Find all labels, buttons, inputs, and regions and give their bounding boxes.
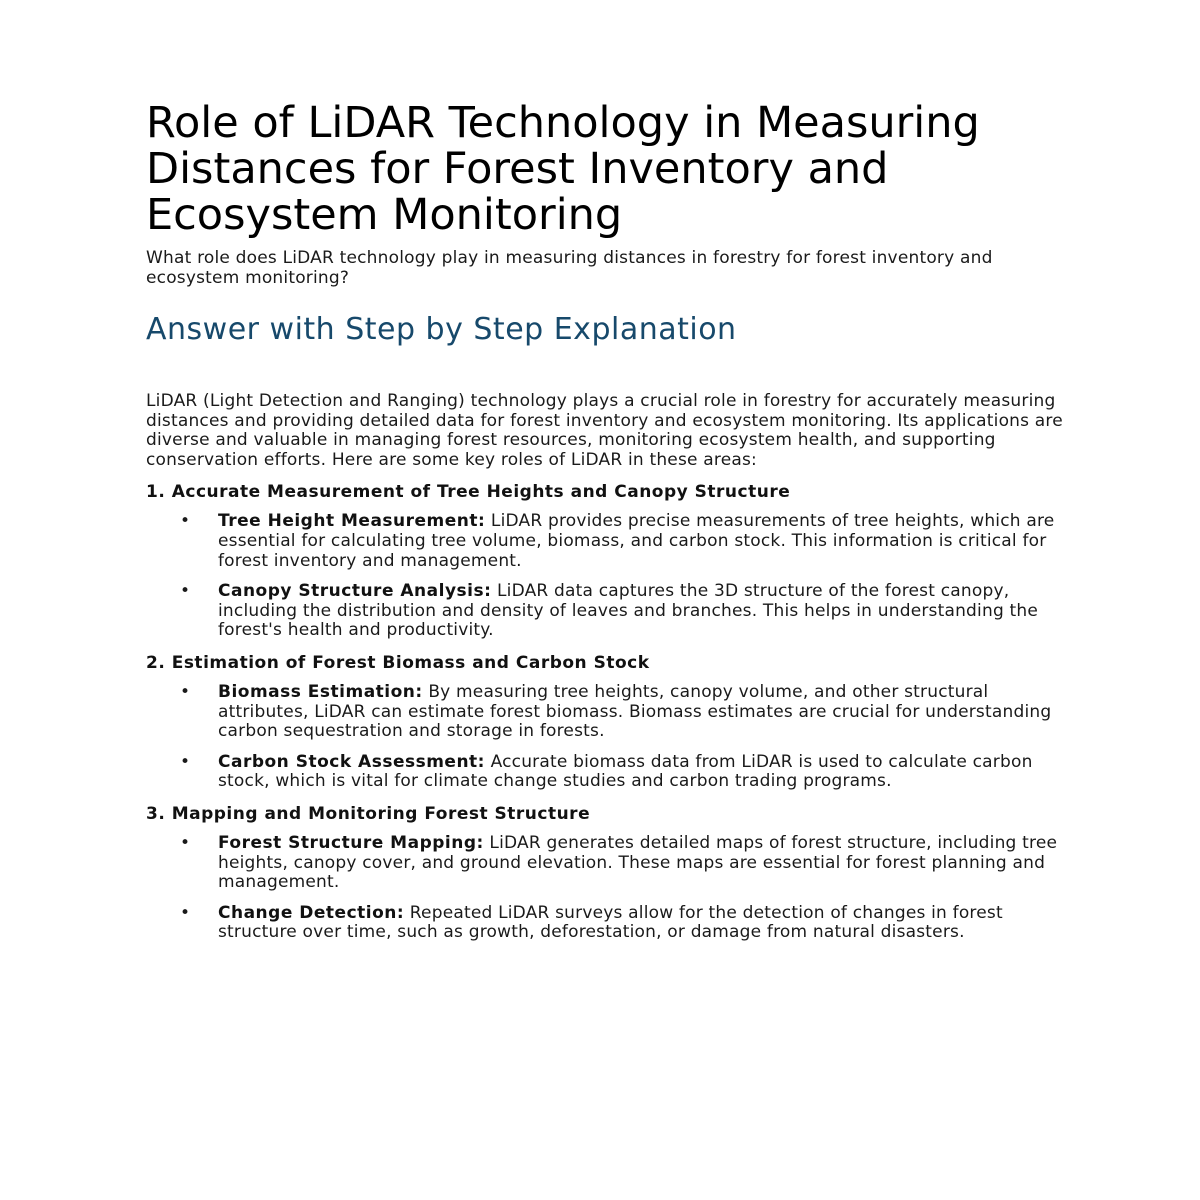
- bullet-list: [146, 683, 1066, 792]
- list-item: [146, 582, 1066, 641]
- bullet-icon: •: [180, 902, 191, 923]
- answer-subheading: Answer with Step by Step Explanation: [146, 312, 737, 347]
- bullet-icon: •: [180, 581, 191, 602]
- bullet-list: [146, 512, 1066, 641]
- intro-paragraph: LiDAR (Light Detection and Ranging) technology plays a crucial role in forestry for accurately measuring distances and providing detailed data for forest inventory and ecosystem monitoring. Its applications are diverse and valuable in managing forest resources, monitoring ecosystem health, and supporting conservation efforts. Here are some key roles of LiDAR in these areas:: [146, 391, 1063, 470]
- bullet-term: Tree Height Measurement:: [218, 511, 486, 532]
- list-item: [146, 512, 1066, 571]
- section-2: [146, 653, 1066, 792]
- bullet-list: [146, 834, 1066, 943]
- section-heading: 1. Accurate Measurement of Tree Heights and Canopy Structure: [146, 482, 791, 503]
- bullet-term: Canopy Structure Analysis:: [218, 581, 492, 602]
- list-item: [146, 834, 1066, 893]
- section-heading: 2. Estimation of Forest Biomass and Carbon Stock: [146, 652, 650, 673]
- bullet-term: Carbon Stock Assessment:: [218, 751, 485, 772]
- section-heading: 3. Mapping and Monitoring Forest Structure: [146, 803, 591, 824]
- section-3: [146, 804, 1066, 943]
- bullet-icon: •: [180, 751, 191, 772]
- list-item: [146, 683, 1066, 742]
- bullet-term: Biomass Estimation:: [218, 681, 423, 702]
- bullet-text: By measuring tree heights, canopy volume, and other structural attributes, LiDAR can estimate forest biomass. Biomass estimates are crucial for understanding carbon sequestration and storage in forests.: [218, 681, 1052, 742]
- bullet-term: Forest Structure Mapping:: [218, 832, 484, 853]
- bullet-icon: •: [180, 681, 191, 702]
- document-title: Role of LiDAR Technology in Measuring Distances for Forest Inventory and Ecosystem Monitoring: [146, 98, 980, 240]
- bullet-text: LiDAR data captures the 3D structure of the forest canopy, including the distribution and density of leaves and branches. This helps in understanding the forest's health and productivity.: [218, 581, 1039, 641]
- bullet-icon: •: [180, 511, 191, 532]
- bullet-icon: •: [180, 832, 191, 853]
- bullet-term: Change Detection:: [218, 902, 405, 923]
- bullet-text: LiDAR generates detailed maps of forest structure, including tree heights, canopy cover, and ground elevation. These maps are essential for forest planning and management.: [218, 832, 1058, 893]
- bullet-text: LiDAR provides precise measurements of tree heights, which are essential for calculating tree volume, biomass, and carbon stock. This information is critical for forest inventory and management.: [218, 511, 1055, 571]
- document-page: [146, 100, 1066, 943]
- bullet-text: Repeated LiDAR surveys allow for the detection of changes in forest structure over time, such as growth, deforestation, or damage from natural disasters.: [218, 902, 1003, 943]
- list-item: [146, 753, 1066, 792]
- question-text: What role does LiDAR technology play in measuring distances in forestry for forest inventory and ecosystem monitoring?: [146, 248, 993, 288]
- list-item: [146, 904, 1066, 943]
- bullet-text: Accurate biomass data from LiDAR is used to calculate carbon stock, which is vital for climate change studies and carbon trading programs.: [218, 751, 1033, 792]
- section-1: [146, 482, 1066, 641]
